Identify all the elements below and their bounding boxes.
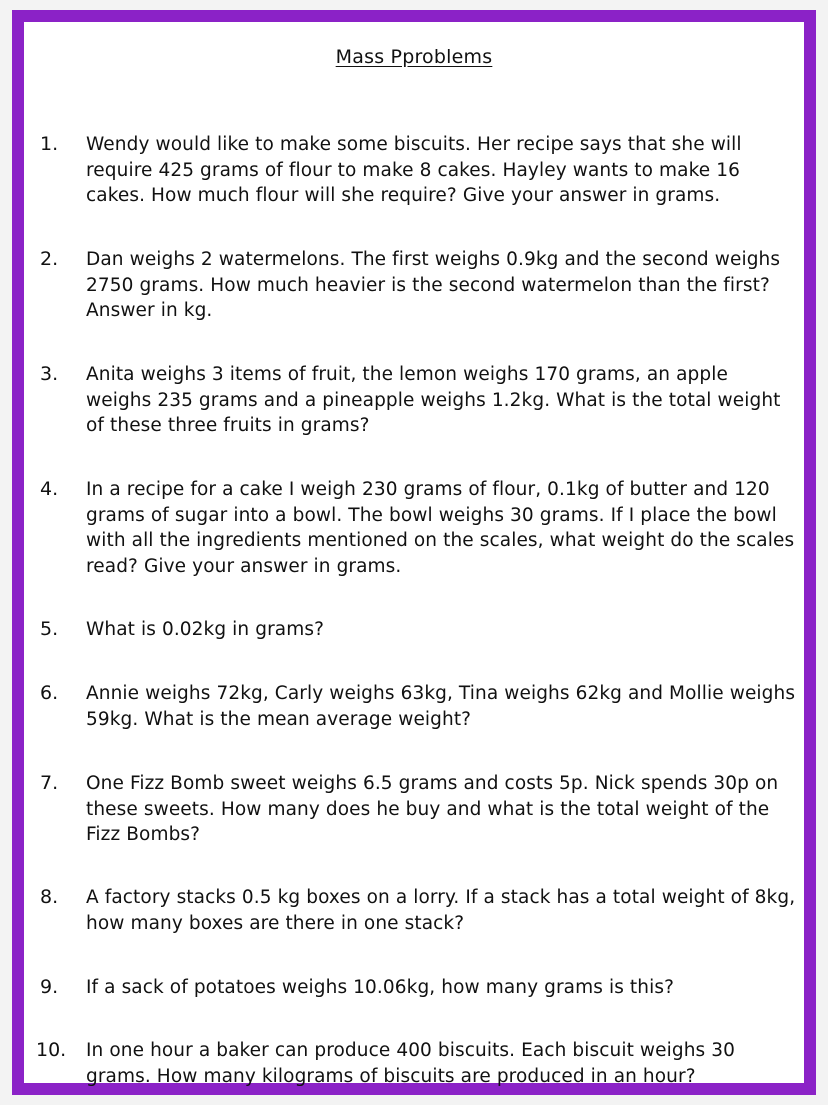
question-number: 5. — [40, 618, 59, 640]
question-text: In a recipe for a cake I weigh 230 grams of flour, 0.1kg of butter and 120 grams of sugar into a bowl. The bowl weighs 30 grams. If I place the bowl with all the ingredients mentioned on the scales, what weight do the scales read? Give your answer in grams. — [86, 479, 795, 577]
question-text: What is 0.02kg in grams? — [86, 619, 324, 640]
question-number: 10. — [36, 1039, 67, 1061]
question-number: 6. — [40, 682, 59, 704]
question-text: Wendy would like to make some biscuits. Her recipe says that she will require 425 grams of flour to make 8 cakes. Hayley wants to make 16 cakes. How much flour will she require? Give your answer in grams. — [86, 134, 742, 206]
question-number: 2. — [40, 248, 59, 270]
question-text: Dan weighs 2 watermelons. The first weighs 0.9kg and the second weighs 2750 grams. How much heavier is the second watermelon than the first? Answer in kg. — [86, 249, 781, 321]
question-text: If a sack of potatoes weighs 10.06kg, how many grams is this? — [86, 977, 674, 998]
question-number: 4. — [40, 478, 59, 500]
question-text: A factory stacks 0.5 kg boxes on a lorry. If a stack has a total weight of 8kg, how many boxes are there in one stack? — [86, 887, 796, 934]
page-title: Mass Pproblems — [335, 46, 493, 68]
question-number: 3. — [40, 363, 59, 385]
worksheet-page — [12, 10, 816, 1095]
question-text: In one hour a baker can produce 400 biscuits. Each biscuit weighs 30 grams. How many kilograms of biscuits are produced in an hour? — [86, 1040, 735, 1087]
question-text: One Fizz Bomb sweet weighs 6.5 grams and costs 5p. Nick spends 30p on these sweets. How many does he buy and what is the total weight of the Fizz Bombs? — [86, 773, 779, 845]
question-number: 9. — [40, 976, 59, 998]
question-number: 7. — [40, 772, 59, 794]
question-text: Annie weighs 72kg, Carly weighs 63kg, Tina weighs 62kg and Mollie weighs 59kg. What is the mean average weight? — [86, 683, 796, 730]
question-text: Anita weighs 3 items of fruit, the lemon weighs 170 grams, an apple weighs 235 grams and a pineapple weighs 1.2kg. What is the total weight of these three fruits in grams? — [86, 364, 781, 436]
question-number: 8. — [40, 886, 59, 908]
question-number: 1. — [40, 133, 59, 155]
